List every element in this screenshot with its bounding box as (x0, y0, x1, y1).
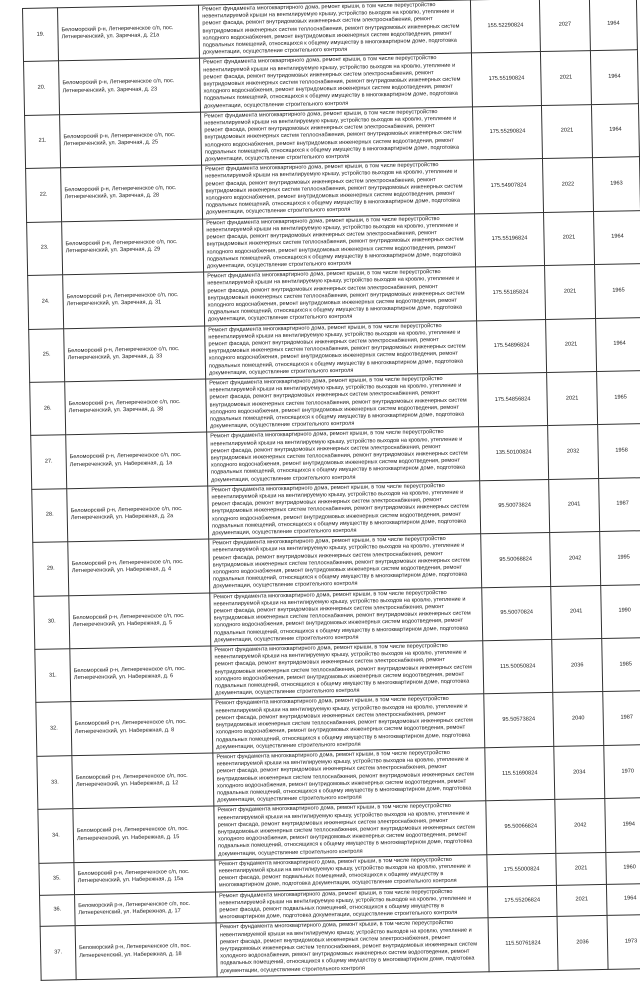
address-cell: Беломорский р-н, Летнереченское с/п, пос. Летнереченский, ул. Заречная, д. 23 (59, 59, 201, 115)
work-description-cell: Ремонт фундамента многоквартирного дома, ремонт крыши, в том числе переустройство невентилируемой крыши на вентилируемую крышу, устройство выходов на кровлю, утепление и ремонт фасада, ремонт внутридомовых инженерных систем электроснабжения, ремонт внутридомовых инженерных систем теплоснабжения, ремонт внутридомовых инженерных систем холодного водоснабжения, ремонт внутридомовых инженерных систем водоотведения, ремонт подвальных помещений, относящихся к общему имуществу в многоквартирном доме, подготовка документации, осуществление строительного контроля (213, 748, 486, 807)
cost-cell: 175.55290824 (472, 105, 542, 160)
planned-year-cell: 2021 (541, 104, 592, 158)
work-description-cell: Ремонт фундамента многоквартирного дома, ремонт крыши, в том числе переустройство невентилируемой крыши на вентилируемую крышу, устройство выходов на кровлю, утепление и ремонт фасада, ремонт подвальных помещений, относящихся к общему имуществу в многоквартирном доме, подготовка документации, осуществление строительного контроля (215, 886, 488, 923)
work-description-cell: Ремонт фундамента многоквартирного дома, ремонт крыши, в том числе переустройство невентилируемой крыши на вентилируемую крышу, устройство выходов на кровлю, утепление и ремонт фасада, ремонт внутридомовых инженерных систем электроснабжения, ремонт внутридомовых инженерных систем теплоснабжения, ремонт внутридомовых инженерных систем холодного водоснабжения, ремонт внутридомовых инженерных систем водоотведения, ремонт подвальных помещений, относящихся к общему имуществу в многоквартирном доме, подготовка документации, осуществление строительного контроля (204, 267, 477, 326)
work-description-cell: Ремонт фундамента многоквартирного дома, ремонт крыши, в том числе переустройство невентилируемой крыши на вентилируемую крышу, устройство выходов на кровлю, утепление и ремонт фасада, ремонт внутридомовых инженерных систем электроснабжения, ремонт внутридомовых инженерных систем теплоснабжения, ремонт внутридомовых инженерных систем холодного водоснабжения, ремонт внутридомовых инженерных систем водоотведения, ремонт подвальных помещений, относящихся к общему имуществу в многоквартирном доме, подготовка документации, осуществление строительного контроля (206, 374, 479, 433)
cost-cell: 175.55196824 (475, 212, 545, 267)
planned-year-cell: 2041 (551, 585, 602, 639)
cost-cell: 95.50070824 (482, 586, 552, 641)
built-year-cell: 1965 (595, 264, 640, 318)
row-number: 29. (33, 542, 69, 596)
planned-year-cell: 2021 (556, 884, 607, 917)
built-year-cell: 1994 (605, 798, 640, 852)
work-description-cell: Ремонт фундамента многоквартирного дома, ремонт крыши, в том числе переустройство невентилируемой крыши на вентилируемую крышу, устройство выходов на кровлю, утепление и ремонт фасада, ремонт внутридомовых инженерных систем электроснабжения, ремонт внутридомовых инженерных систем теплоснабжения, ремонт внутридомовых инженерных систем холодного водоснабжения, ремонт внутридомовых инженерных систем водоотведения, ремонт подвальных помещений, относящихся к общему имуществу в многоквартирном доме, подготовка документации, осуществление строительного контроля (211, 641, 484, 700)
planned-year-cell: 2021 (545, 265, 596, 319)
planned-year-cell: 2021 (540, 51, 591, 105)
work-description-cell: Ремонт фундамента многоквартирного дома, ремонт крыши, в том числе переустройство невентилируемой крыши на вентилируемую крышу, устройство выходов на кровлю, утепление и ремонт фасада, ремонт внутридомовых инженерных систем электроснабжения, ремонт внутридомовых инженерных систем теплоснабжения, ремонт внутридомовых инженерных систем холодного водоснабжения, ремонт внутридомовых инженерных систем водоотведения, ремонт подвальных помещений, относящихся к общему имуществу в многоквартирном доме, подготовка документации, осуществление строительного контроля (214, 801, 487, 860)
address-cell: Беломорский р-н, Летнереченское с/п, пос. Летнереченский, ул. Набережная, д. 8 (71, 699, 213, 755)
built-year-cell: 1964 (596, 317, 640, 371)
work-description-cell: Ремонт фундамента многоквартирного дома, ремонт крыши, в том числе переустройство невентилируемой крыши на вентилируемую крышу, устройство выходов на кровлю, утепление и ремонт фасада, ремонт внутридомовых инженерных систем электроснабжения, ремонт внутридомовых инженерных систем теплоснабжения, ремонт внутридомовых инженерных систем холодного водоснабжения, ремонт внутридомовых инженерных систем водоотведения, ремонт подвальных помещений, относящихся к общему имуществу в многоквартирном доме, подготовка документации, осуществление строительного контроля (210, 587, 483, 646)
planned-year-cell: 2036 (552, 639, 603, 693)
planned-year-cell: 2032 (548, 425, 599, 479)
cost-cell: 95.50073824 (480, 479, 550, 534)
planned-year-cell: 2021 (544, 211, 595, 265)
planned-year-cell: 2041 (549, 478, 600, 532)
address-cell: Беломорский р-н, Летнереченское с/п, пос. Летнереченский, ул. Набережная, д. 5 (69, 593, 211, 649)
cost-cell: 135.50100824 (479, 426, 549, 481)
cost-cell: 155.52290824 (470, 0, 540, 53)
built-year-cell: 1964 (590, 50, 638, 104)
cost-cell: 95.50066824 (486, 800, 556, 855)
address-cell: Беломорский р-н, Летнереченское с/п, пос. Летнереченский, ул. Набережная, д. 2а (67, 486, 209, 542)
work-description-cell: Ремонт фундамента многоквартирного дома, ремонт крыши, в том числе переустройство невентилируемой крыши на вентилируемую крышу, устройство выходов на кровлю, утепление и ремонт фасада, ремонт внутридомовых инженерных систем электроснабжения, ремонт внутридомовых инженерных систем теплоснабжения, ремонт внутридомовых инженерных систем холодного водоснабжения, ремонт внутридомовых инженерных систем водоотведения, ремонт подвальных помещений, относящихся к общему имуществу в многоквартирном доме, подготовка документации, осуществление строительного контроля (207, 427, 480, 486)
table-row (40, 915, 640, 980)
built-year-cell: 1960 (606, 851, 640, 884)
cost-cell: 175.55206824 (487, 885, 557, 918)
work-description-cell: Ремонт фундамента многоквартирного дома, ремонт крыши, в том числе переустройство невентилируемой крыши на вентилируемую крышу, устройство выходов на кровлю, утепление и ремонт фасада, ремонт внутридомовых инженерных систем электроснабжения, ремонт внутридомовых инженерных систем теплоснабжения, ремонт внутридомовых инженерных систем холодного водоснабжения, ремонт внутридомовых инженерных систем водоотведения, ремонт подвальных помещений, относящихся к общему имуществу в многоквартирном доме, подготовка документации, осуществление строительного контроля (212, 694, 485, 753)
built-year-cell: 1965 (597, 371, 640, 425)
row-number: 22. (26, 168, 62, 222)
address-cell: Беломорский р-н, Летнереченское с/п, пос. Летнереченский, ул. Набережная, д. 15 (73, 806, 215, 862)
built-year-cell: 1964 (606, 883, 640, 916)
built-year-cell: 1987 (599, 477, 640, 531)
address-cell: Беломорский р-н, Летнереченское с/п, пос. Летнереченский, ул. Заречная, д. 33 (64, 326, 206, 382)
cost-cell: 175.55000824 (487, 853, 557, 886)
address-cell: Беломорский р-н, Летнереченское с/п, пос. Летнереченский, ул. Заречная, д. 25 (60, 112, 202, 168)
built-year-cell: 1973 (607, 915, 640, 969)
cost-cell: 95.50573824 (484, 693, 554, 748)
planned-year-cell: 2040 (553, 692, 604, 746)
row-number: 20. (24, 61, 60, 115)
address-cell: Беломорский р-н, Летнереченское с/п, пос. Летнереченский, ул. Заречная, д. 29 (62, 219, 204, 275)
work-description-cell: Ремонт фундамента многоквартирного дома, ремонт крыши, в том числе переустройство невентилируемой крыши на вентилируемую крышу, устройство выходов на кровлю, утепление и ремонт фасада, ремонт внутридомовых инженерных систем электроснабжения, ремонт внутридомовых инженерных систем теплоснабжения, ремонт внутридомовых инженерных систем холодного водоснабжения, ремонт внутридомовых инженерных систем водоотведения, ремонт подвальных помещений, относящихся к общему имуществу в многоквартирном доме, подготовка документации, осуществление строительного контроля (203, 214, 476, 273)
cost-cell: 175.54907824 (474, 159, 544, 214)
cost-cell: 175.54896824 (477, 319, 547, 374)
row-number: 35. (39, 862, 75, 894)
work-description-cell: Ремонт фундамента многоквартирного дома, ремонт крыши, в том числе переустройство невентилируемой крыши на вентилируемую крышу, устройство выходов на кровлю, утепление и ремонт фасада, ремонт внутридомовых инженерных систем электроснабжения, ремонт внутридомовых инженерных систем теплоснабжения, ремонт внутридомовых инженерных систем холодного водоснабжения, ремонт внутридомовых инженерных систем водоотведения, ремонт подвальных помещений, относящихся к общему имуществу в многоквартирном доме, подготовка документации, осуществление строительного контроля (198, 0, 471, 59)
work-description-cell: Ремонт фундамента многоквартирного дома, ремонт крыши, в том числе переустройство невентилируемой крыши на вентилируемую крышу, устройство выходов на кровлю, утепление и ремонт фасада, ремонт внутридомовых инженерных систем электроснабжения, ремонт внутридомовых инженерных систем теплоснабжения, ремонт внутридомовых инженерных систем холодного водоснабжения, ремонт внутридомовых инженерных систем водоотведения, ремонт подвальных помещений, относящихся к общему имуществу в многоквартирном доме, подготовка документации, осуществление строительного контроля (202, 160, 475, 219)
row-number: 30. (34, 595, 70, 649)
row-number: 32. (36, 702, 72, 756)
planned-year-cell: 2022 (542, 158, 593, 212)
address-cell: Беломорский р-н, Летнереченское с/п, пос. Летнереченский, ул. Набережная, д. 4 (68, 539, 210, 595)
address-cell: Беломорский р-н, Летнереченское с/п, пос. Летнереченский, ул. Заречная, д. 28 (61, 165, 203, 221)
cost-cell: 175.55185824 (476, 266, 546, 321)
built-year-cell: 1995 (600, 531, 640, 585)
address-cell: Беломорский р-н, Летнереченское с/п, пос. Летнереченский, ул. Набережная, д. 18 (75, 923, 217, 979)
planned-year-cell: 2021 (546, 318, 597, 372)
row-number: 28. (32, 489, 68, 543)
row-number: 26. (30, 382, 66, 436)
work-description-cell: Ремонт фундамента многоквартирного дома, ремонт крыши, в том числе переустройство невентилируемой крыши на вентилируемую крышу, устройство выходов на кровлю, утепление и ремонт фасада, ремонт внутридомовых инженерных систем электроснабжения, ремонт внутридомовых инженерных систем теплоснабжения, ремонт внутридомовых инженерных систем холодного водоснабжения, ремонт внутридомовых инженерных систем водоотведения, ремонт подвальных помещений, относящихся к общему имуществу в многоквартирном доме, подготовка документации, осуществление строительного контроля (209, 534, 482, 593)
table-body (23, 0, 640, 980)
row-number: 25. (29, 328, 65, 382)
address-cell: Беломорский р-н, Летнереченское с/п, пос. Летнереченский, ул. Набережная, д. 12 (72, 753, 214, 809)
row-number: 23. (27, 221, 63, 275)
cost-cell: 115.50050824 (483, 640, 553, 695)
built-year-cell: 1963 (592, 157, 640, 211)
row-number: 19. (23, 8, 59, 62)
built-year-cell: 1964 (594, 210, 640, 264)
scanned-table-region (22, 0, 640, 981)
address-cell: Беломорский р-н, Летнереченское с/п, пос. Летнереченский, ул. Заречная, д. 38 (65, 379, 207, 435)
built-year-cell: 1970 (604, 744, 640, 798)
row-number: 33. (37, 756, 73, 810)
work-description-cell: Ремонт фундамента многоквартирного дома, ремонт крыши, в том числе переустройство невентилируемой крыши на вентилируемую крышу, устройство выходов на кровлю, утепление и ремонт фасада, ремонт внутридомовых инженерных систем электроснабжения, ремонт внутридомовых инженерных систем теплоснабжения, ремонт внутридомовых инженерных систем холодного водоснабжения, ремонт внутридомовых инженерных систем водоотведения, ремонт подвальных помещений, относящихся к общему имуществу в многоквартирном доме, подготовка документации, осуществление строительного контроля (205, 320, 478, 379)
address-cell: Беломорский р-н, Летнереченское с/п, пос. Летнереченский, ул. Заречная, д. 21а (58, 5, 200, 61)
planned-year-cell: 2042 (550, 532, 601, 586)
row-number: 21. (25, 115, 61, 169)
planned-year-cell: 2042 (555, 799, 606, 853)
work-description-cell: Ремонт фундамента многоквартирного дома, ремонт крыши, в том числе переустройство невентилируемой крыши на вентилируемую крышу, устройство выходов на кровлю, утепление и ремонт фасада, ремонт подвальных помещений, относящихся к общему имуществу в многоквартирном доме, подготовка документации, осуществление строительного контроля (215, 854, 488, 891)
address-cell: Беломорский р-н, Летнереченское с/п, пос. Летнереченский, ул. Набережная, д. 1а (66, 432, 208, 488)
address-cell: Беломорский р-н, Летнереченское с/п, пос. Летнереченский, ул. Набережная, д. 15а (74, 860, 216, 895)
address-cell: Беломорский р-н, Летнереченское с/п, пос. Летнереченский, ул. Заречная, д. 31 (63, 272, 205, 328)
cost-cell: 115.51690824 (485, 746, 555, 801)
repair-program-table (22, 0, 640, 981)
address-cell: Беломорский р-н, Летнереченское с/п, пос. Летнереченский, ул. Набережная, д. 6 (70, 646, 212, 702)
work-description-cell: Ремонт фундамента многоквартирного дома, ремонт крыши, в том числе переустройство невентилируемой крыши на вентилируемую крышу, устройство выходов на кровлю, утепление и ремонт фасада, ремонт внутридомовых инженерных систем электроснабжения, ремонт внутридомовых инженерных систем теплоснабжения, ремонт внутридомовых инженерных систем холодного водоснабжения, ремонт внутридомовых инженерных систем водоотведения, ремонт подвальных помещений, относящихся к общему имуществу в многоквартирном доме, подготовка документации, осуществление строительного контроля (208, 481, 481, 540)
row-number: 37. (40, 926, 76, 980)
work-description-cell: Ремонт фундамента многоквартирного дома, ремонт крыши, в том числе переустройство невентилируемой крыши на вентилируемую крышу, устройство выходов на кровлю, утепление и ремонт фасада, ремонт внутридомовых инженерных систем электроснабжения, ремонт внутридомовых инженерных систем теплоснабжения, ремонт внутридомовых инженерных систем холодного водоснабжения, ремонт внутридомовых инженерных систем водоотведения, ремонт подвальных помещений, относящихся к общему имуществу в многоквартирном доме, подготовка документации, осуществление строительного контроля (201, 107, 474, 166)
planned-year-cell: 2021 (547, 371, 598, 425)
built-year-cell: 1964 (591, 104, 639, 158)
row-number: 24. (28, 275, 64, 329)
built-year-cell: 1958 (598, 424, 640, 478)
work-description-cell: Ремонт фундамента многоквартирного дома, ремонт крыши, в том числе переустройство невентилируемой крыши на вентилируемую крышу, устройство выходов на кровлю, утепление и ремонт фасада, ремонт внутридомовых инженерных систем электроснабжения, ремонт внутридомовых инженерных систем теплоснабжения, ремонт внутридомовых инженерных систем холодного водоснабжения, ремонт внутридомовых инженерных систем водоотведения, ремонт подвальных помещений, относящихся к общему имуществу в многоквартирном доме, подготовка документации, осуществление строительного контроля (216, 918, 489, 977)
built-year-cell: 1987 (603, 691, 640, 745)
built-year-cell: 1964 (589, 0, 637, 51)
planned-year-cell: 2021 (556, 852, 607, 885)
planned-year-cell: 2036 (557, 916, 608, 970)
row-number: 34. (38, 809, 74, 863)
built-year-cell: 1990 (601, 584, 640, 638)
row-number: 27. (31, 435, 67, 489)
row-number: 31. (35, 649, 71, 703)
cost-cell: 175.54856824 (478, 372, 548, 427)
work-description-cell: Ремонт фундамента многоквартирного дома, ремонт крыши, в том числе переустройство невентилируемой крыши на вентилируемую крышу, устройство выходов на кровлю, утепление и ремонт фасада, ремонт внутридомовых инженерных систем электроснабжения, ремонт внутридомовых инженерных систем теплоснабжения, ремонт внутридомовых инженерных систем холодного водоснабжения, ремонт внутридомовых инженерных систем водоотведения, ремонт подвальных помещений, относящихся к общему имуществу в многоквартирном доме, подготовка документации, осуществление строительного контроля (200, 53, 473, 112)
built-year-cell: 1985 (602, 638, 640, 692)
planned-year-cell: 2034 (554, 745, 605, 799)
cost-cell: 95.50068824 (481, 533, 551, 588)
row-number: 36. (40, 894, 76, 926)
address-cell: Беломорский р-н, Летнереченское с/п, пос. Летнереченский, ул. Набережная, д. 17 (75, 892, 217, 927)
cost-cell: 175.55190824 (471, 52, 541, 107)
planned-year-cell: 2027 (539, 0, 590, 52)
cost-cell: 115.50761824 (488, 917, 558, 972)
